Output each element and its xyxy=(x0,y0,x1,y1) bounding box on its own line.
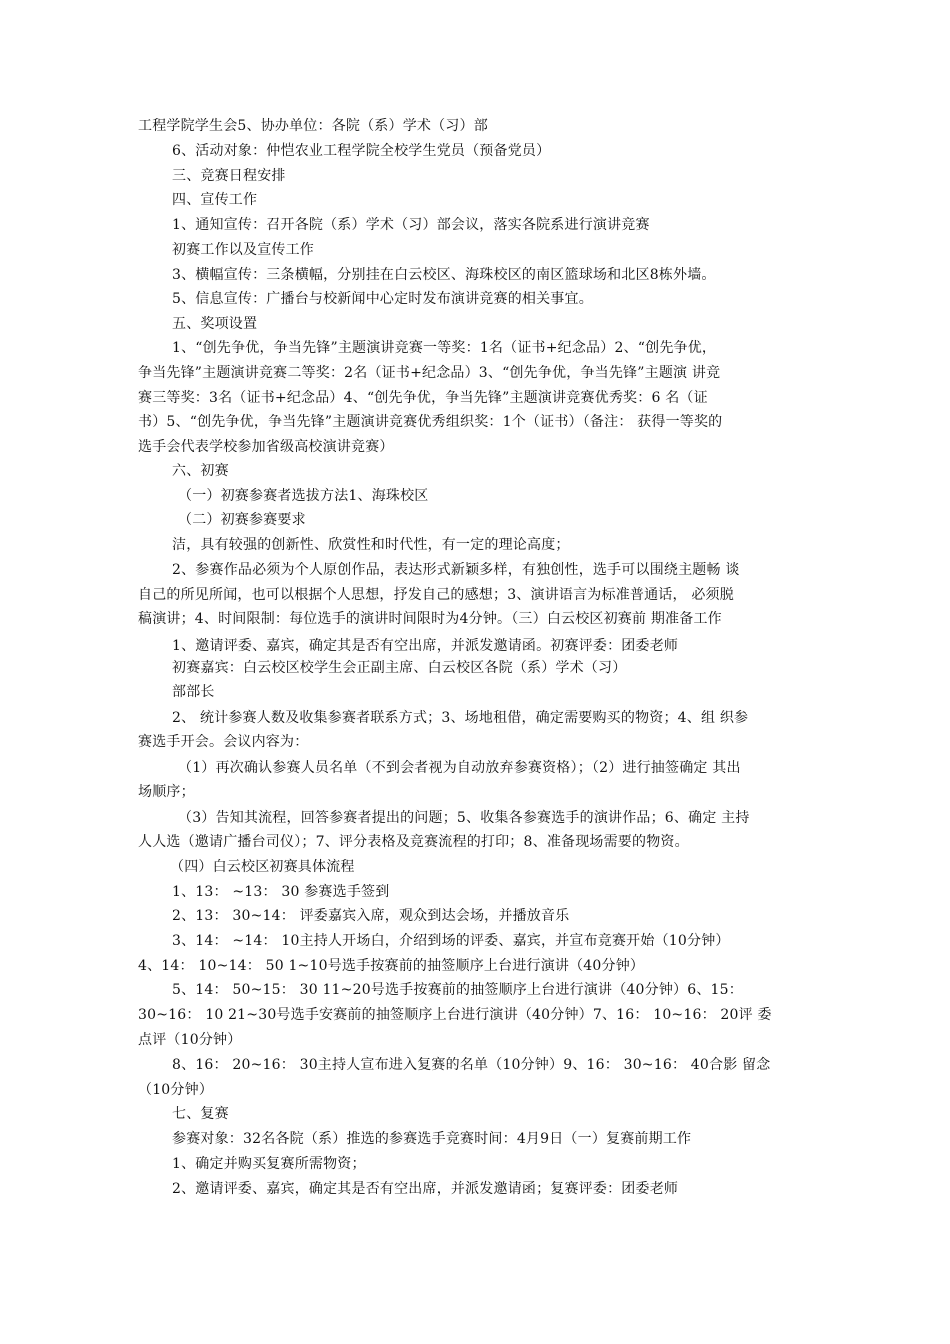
text-line: 2、邀请评委、嘉宾，确定其是否有空出席，并派发邀请函；复赛评委：团委老师 xyxy=(172,1181,679,1197)
text-line: 点评（10分钟） xyxy=(138,1032,242,1048)
text-line: 5、14： 50~15： 30 11~20号选手按赛前的抽签顺序上台进行演讲（40分钟）6、15： xyxy=(172,982,743,998)
text-line: 5、信息宣传：广播台与校新闻中心定时发布演讲竞赛的相关事宜。 xyxy=(172,291,593,307)
text-line: 稿演讲；4、时间限制：每位选手的演讲时间限时为4分钟。（三）白云校区初赛前 期准备工作 xyxy=(138,611,722,627)
text-line: 1、13： ~13： 30 参赛选手签到 xyxy=(172,884,390,900)
text-line: 场顺序； xyxy=(138,784,195,800)
text-line: 选手会代表学校参加省级高校演讲竞赛） xyxy=(138,439,394,455)
text-line: （1）再次确认参赛人员名单（不到会者视为自动放弃参赛资格）；（2）进行抽签确定 其出 xyxy=(178,760,741,776)
text-line: 赛三等奖：3名（证书+纪念品）4、“创先争优，争当先锋”主题演讲竞赛优秀奖：6 名（证 xyxy=(138,390,708,406)
text-line: 3、14： ~14： 10主持人开场白，介绍到场的评委、嘉宾，并宣布竞赛开始（10分钟） xyxy=(172,933,730,949)
text-line: 自己的所见所闻，也可以根据个人思想，抒发自己的感想；3、演讲语言为标准普通话， 必须脱 xyxy=(138,587,734,603)
text-line: （10分钟） xyxy=(138,1082,214,1098)
text-line: （二）初赛参赛要求 xyxy=(178,512,306,528)
text-line: 4、14： 10~14： 50 1~10号选手按赛前的抽签顺序上台进行演讲（40分钟） xyxy=(138,958,645,974)
text-line: 部部长 xyxy=(172,684,215,700)
text-line: 2、13： 30~14： 评委嘉宾入席，观众到达会场，并播放音乐 xyxy=(172,908,570,924)
section-heading: 五、奖项设置 xyxy=(172,316,258,332)
text-line: 洁，具有较强的创新性、欣赏性和时代性，有一定的理论高度； xyxy=(172,537,570,553)
text-line: 3、横幅宣传：三条横幅，分别挂在白云校区、海珠校区的南区篮球场和北区8栋外墙。 xyxy=(172,267,716,283)
text-line: （3）告知其流程，回答参赛者提出的问题；5、收集各参赛选手的演讲作品；6、确定 主持 xyxy=(178,810,750,826)
text-line: 8、16： 20~16： 30主持人宣布进入复赛的名单（10分钟）9、16： 30~16： 40合影 留念 xyxy=(172,1057,771,1073)
text-line: 赛选手开会。会议内容为： xyxy=(138,734,309,750)
text-line: 初赛工作以及宣传工作 xyxy=(172,242,314,258)
text-line: 1、邀请评委、嘉宾，确定其是否有空出席，并派发邀请函。初赛评委：团委老师 xyxy=(172,638,679,654)
text-line: 2、 统计参赛人数及收集参赛者联系方式；3、场地租借，确定需要购买的物资；4、组 织参 xyxy=(172,710,749,726)
text-line: 书）5、“创先争优，争当先锋”主题演讲竞赛优秀组织奖：1个（证书）（备注： 获得一等奖的 xyxy=(138,414,723,430)
text-line: 初赛嘉宾：白云校区校学生会正副主席、白云校区各院（系）学术（习） xyxy=(172,660,627,676)
section-heading: 六、初赛 xyxy=(172,463,229,479)
text-line: 6、活动对象：仲恺农业工程学院全校学生党员（预备党员） xyxy=(172,143,551,159)
text-line: 工程学院学生会5、协办单位：各院（系）学术（习）部 xyxy=(138,118,488,134)
text-line: 1、通知宣传：召开各院（系）学术（习）部会议，落实各院系进行演讲竞赛 xyxy=(172,217,650,233)
text-line: 参赛对象：32名各院（系）推选的参赛选手竞赛时间：4月9日（一）复赛前期工作 xyxy=(172,1131,692,1147)
section-heading: 三、竞赛日程安排 xyxy=(172,168,286,184)
text-line: 2、参赛作品必须为个人原创作品，表达形式新颖多样，有独创性，选手可以围绕主题畅 谈 xyxy=(172,562,740,578)
text-line: 人人选（邀请广播台司仪）；7、评分表格及竞赛流程的打印；8、准备现场需要的物资。 xyxy=(138,834,689,850)
text-line: 1、“创先争优，争当先锋”主题演讲竞赛一等奖：1名（证书+纪念品）2、“创先争优， xyxy=(172,340,717,356)
section-heading: 四、宣传工作 xyxy=(172,192,258,208)
text-line: （一）初赛参赛者选拔方法1、海珠校区 xyxy=(178,488,429,504)
text-line: 1、确定并购买复赛所需物资； xyxy=(172,1156,366,1172)
text-line: （四）白云校区初赛具体流程 xyxy=(170,859,355,875)
text-line: 争当先锋”主题演讲竞赛二等奖：2名（证书+纪念品）3、“创先争优，争当先锋”主题演 讲竞 xyxy=(138,365,721,381)
text-line: 30~16： 10 21~30号选手安赛前的抽签顺序上台进行演讲（40分钟）7、16： 10~16： 20评 委 xyxy=(138,1007,772,1023)
section-heading: 七、复赛 xyxy=(172,1106,229,1122)
